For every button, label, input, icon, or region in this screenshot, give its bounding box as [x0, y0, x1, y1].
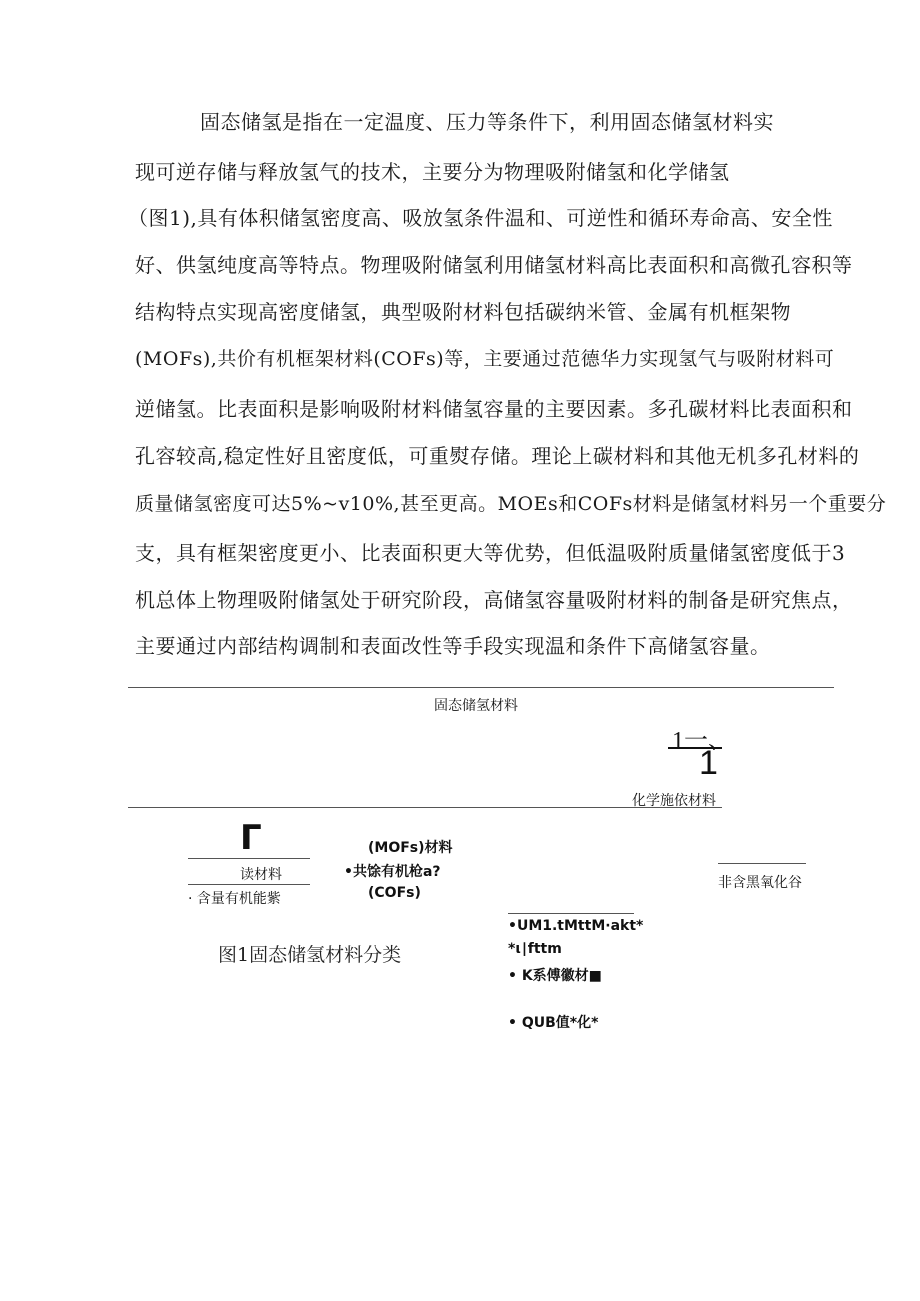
left-branch-item: · 含量有机能紫	[188, 891, 281, 907]
cof-item: •共馀有机枪a?	[344, 864, 441, 880]
mof-item: (MOFs)材料	[368, 840, 453, 856]
paragraph-line: 固态储氢是指在一定温度、压力等条件下，利用固态储氢材料实	[200, 110, 774, 134]
paragraph-line: 孔容较高,稳定性好且密度低，可重熨存储。理论上碳材料和其他无机多孔材料的	[135, 444, 860, 468]
lower-item-2: *ι∣fttm	[508, 941, 562, 957]
left-branch-label: 读材料	[240, 867, 282, 883]
lower-item-3: • K系傅徽材■	[508, 968, 602, 984]
right-branch-label: 非含黑氧化谷	[718, 875, 802, 891]
paragraph-line: 机总体上物理吸附储氢处于研究阶段，高储氢容量吸附材料的制备是研究焦点，	[135, 588, 853, 612]
paragraph-line: 现可逆存储与释放氢气的技术，主要分为物理吸附储氢和化学储氢	[135, 160, 730, 184]
lower-item-1: •UM1.tMttM·akt*	[508, 918, 644, 934]
paragraph-line: 支，具有框架密度更小、比表面积更大等优势，但低温吸附质量储氢密度低于3	[135, 541, 846, 565]
figure-top-right-mark: 1一、	[672, 728, 732, 754]
paragraph-line: （图1),具有体积储氢密度高、吸放氢条件温和、可逆性和循环寿命高、安全性	[128, 206, 833, 230]
figure-top-rule	[128, 687, 834, 688]
left-bracket-glyph: Γ	[240, 818, 262, 858]
right-branch-rule	[718, 863, 806, 864]
paragraph-line: 逆储氢。比表面积是影响吸附材料储氢容量的主要因素。多孔碳材料比表面积和	[135, 397, 853, 421]
left-branch-rule	[188, 858, 310, 859]
figure-mid-rule	[128, 807, 722, 808]
paragraph-line: (MOFs),共价有机框架材料(COFs)等，主要通过范德华力实现氢气与吸附材料可	[135, 348, 835, 370]
chemical-storage-label: 化学施依材料	[632, 793, 716, 809]
left-branch-rule-2	[188, 884, 310, 885]
lower-branch-rule	[508, 913, 634, 914]
paragraph-line: 主要通过内部结构调制和表面改性等手段实现温和条件下高储氢容量。	[135, 634, 771, 658]
cof-abbr: (COFs)	[368, 885, 421, 901]
figure-top-right-num: 1	[699, 744, 718, 782]
figure-caption: 图1固态储氢材料分类	[218, 944, 402, 966]
paragraph-line: 质量储氢密度可达5%~v10%,甚至更高。MOEs和COFs材料是储氢材料另一个重要分	[135, 493, 887, 515]
lower-item-4: • QUB值*化*	[508, 1015, 599, 1031]
paragraph-line: 结构特点实现高密度储氢，典型吸附材料包括碳纳米管、金属有机框架物	[135, 300, 791, 324]
paragraph-line: 好、供氢纯度高等特点。物理吸附储氢利用储氢材料高比表面积和高微孔容积等	[135, 253, 853, 277]
figure-root-title: 固态储氢材料	[434, 698, 518, 714]
